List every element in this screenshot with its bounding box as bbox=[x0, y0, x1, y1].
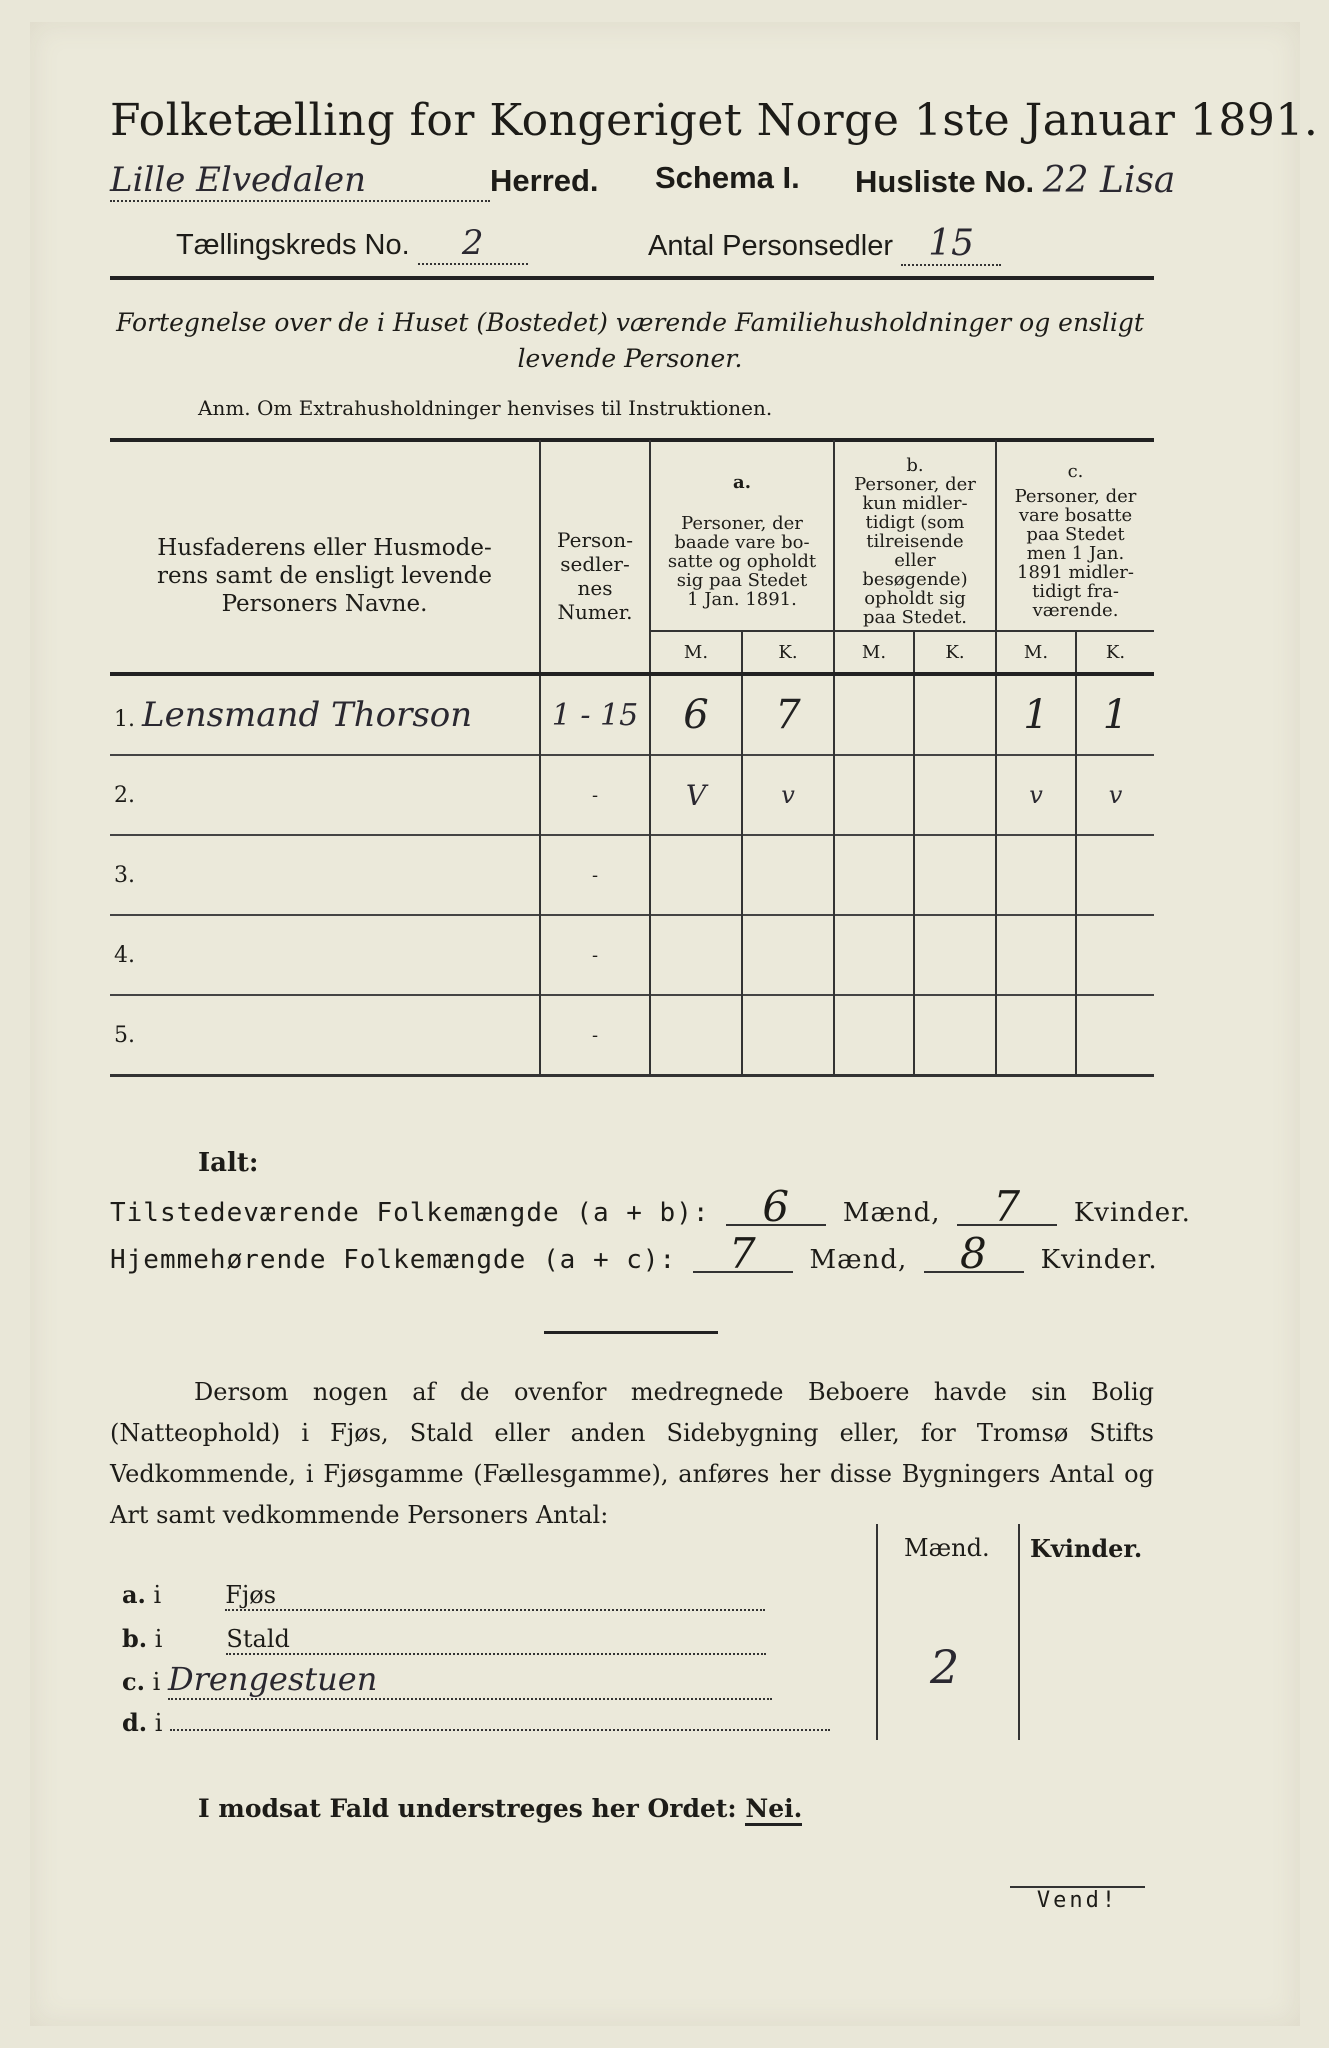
instruction-paragraph bbox=[110, 1372, 1154, 1536]
vend-note: Vend! bbox=[1010, 1886, 1145, 1913]
row-name-cell bbox=[110, 915, 540, 995]
hjemme-label: Hjemmehørende Folkemængde (a + c): bbox=[110, 1245, 677, 1275]
building-prefix: i bbox=[154, 1625, 163, 1653]
kvinder-label: Kvinder. bbox=[1040, 1245, 1158, 1275]
anm-note: Anm. Om Extrahusholdninger henvises til Instruktionen. bbox=[198, 396, 773, 420]
building-prefix: i bbox=[153, 1581, 162, 1609]
row-name-cell bbox=[110, 835, 540, 915]
c-m-header: M. bbox=[996, 631, 1076, 674]
building-letter: b. bbox=[122, 1624, 148, 1653]
row-numer: - bbox=[540, 835, 650, 915]
building-row-c bbox=[122, 1660, 772, 1700]
row-number: 3. bbox=[114, 862, 135, 888]
row-numer: - bbox=[540, 995, 650, 1076]
tilstede-label: Tilstedeværende Folkemængde (a + b): bbox=[110, 1198, 710, 1228]
table-row bbox=[110, 995, 1154, 1076]
tilstede-k-value: 7 bbox=[957, 1190, 1057, 1226]
row-name: Lensmand Thorson bbox=[142, 695, 473, 735]
row-number: 4. bbox=[114, 942, 135, 968]
c-k-header: K. bbox=[1076, 631, 1154, 674]
row-b-m bbox=[834, 755, 914, 835]
table-row bbox=[110, 835, 1154, 915]
kvinder-label: Kvinder. bbox=[1073, 1198, 1191, 1228]
tilstede-m-value: 6 bbox=[726, 1190, 826, 1226]
col-a-letter: a. bbox=[733, 472, 751, 493]
herred-value: Lille Elvedalen bbox=[110, 160, 490, 202]
row-a-k: v bbox=[742, 755, 834, 835]
row-number: 2. bbox=[114, 782, 135, 808]
col-c-header bbox=[996, 440, 1154, 631]
tilstede-line bbox=[110, 1182, 1191, 1231]
row-c-k: v bbox=[1076, 755, 1154, 835]
personsedler-label: Antal Personsedler bbox=[648, 230, 894, 262]
building-letter: d. bbox=[122, 1708, 148, 1737]
a-k-header: K. bbox=[742, 631, 834, 674]
row-a-m: V bbox=[650, 755, 742, 835]
kvinder-col-header: Kvinder. bbox=[1030, 1534, 1143, 1563]
row-c-k: 1 bbox=[1076, 674, 1154, 755]
maend-label: Mænd, bbox=[809, 1245, 908, 1275]
col-numer-header bbox=[540, 440, 650, 674]
herred-line bbox=[110, 160, 599, 202]
hjemme-line bbox=[110, 1229, 1158, 1278]
building-label: Fjøs bbox=[225, 1581, 765, 1611]
row-number: 1. bbox=[114, 707, 135, 732]
instruction-text: Dersom nogen af de ovenfor medregnede Beboere havde sin Bolig (Natteophold) i Fjøs, Stald eller anden Sidebygning eller, for Tromsø Stifts Vedkommende, i Fjøsgamme (Fællesgamme), anføres her disse Bygningers Antal og Art samt vedkommende Personers Antal: bbox=[110, 1378, 1154, 1529]
col-divider bbox=[876, 1524, 878, 1740]
personsedler-value: 15 bbox=[901, 223, 1001, 266]
row-b-k bbox=[914, 755, 996, 835]
kreds-label: Tællingskreds No. bbox=[176, 229, 410, 261]
husliste-value: 22 Lisa bbox=[1042, 160, 1176, 201]
table-row bbox=[110, 755, 1154, 835]
intro-text: Fortegnelse over de i Huset (Bostedet) værende Familiehusholdninger og ensligt levende Personer. bbox=[116, 308, 1144, 373]
row-a-k: 7 bbox=[742, 674, 834, 755]
row-numer: 1 - 15 bbox=[540, 674, 650, 755]
row-b-k bbox=[914, 674, 996, 755]
building-prefix: i bbox=[152, 1668, 161, 1696]
kreds-line bbox=[176, 223, 528, 265]
col-c-letter: c. bbox=[1067, 461, 1084, 482]
ialt-label: Ialt: bbox=[198, 1148, 259, 1178]
building-c-maend-value: 2 bbox=[930, 1640, 960, 1694]
building-row-d bbox=[122, 1708, 830, 1737]
building-letter: a. bbox=[122, 1580, 146, 1609]
building-letter: c. bbox=[122, 1667, 145, 1696]
building-label: Stald bbox=[226, 1625, 766, 1655]
table-row bbox=[110, 915, 1154, 995]
herred-label: Herred. bbox=[490, 163, 599, 198]
maend-label: Mænd, bbox=[842, 1198, 941, 1228]
modsat-text: I modsat Fald understreges her Ordet: bbox=[198, 1794, 737, 1823]
row-a-m: 6 bbox=[650, 674, 742, 755]
nei-word: Nei. bbox=[745, 1794, 802, 1826]
col-name-header bbox=[110, 440, 540, 674]
row-c-m: v bbox=[996, 755, 1076, 835]
col-a-text: Personer, der baade vare bo- satte og opholdt sig paa Stedet 1 Jan. 1891. bbox=[667, 513, 817, 610]
row-name-cell bbox=[110, 674, 540, 755]
row-number: 5. bbox=[114, 1022, 135, 1048]
row-numer: - bbox=[540, 915, 650, 995]
col-name-header-text: Husfaderens eller Husmode- rens samt de ensligt levende Personers Navne. bbox=[157, 535, 492, 617]
schema-label: Schema I. bbox=[655, 160, 800, 195]
col-b-header bbox=[834, 440, 996, 631]
building-label bbox=[170, 1729, 830, 1731]
col-b-text: Personer, der kun midler- tidigt (som tilreisende eller besøgende) opholdt sig paa Stedet. bbox=[854, 473, 976, 628]
hjemme-m-value: 7 bbox=[693, 1237, 793, 1273]
hjemme-k-value: 8 bbox=[924, 1237, 1024, 1273]
husliste-label: Husliste No. bbox=[855, 164, 1035, 199]
col-numer-header-text: Person- sedler- nes Numer. bbox=[557, 528, 633, 624]
household-table bbox=[110, 440, 1154, 1077]
building-label: Drengestuen bbox=[168, 1660, 772, 1700]
table-row bbox=[110, 674, 1154, 755]
header-rule bbox=[110, 276, 1154, 280]
row-c-m: 1 bbox=[996, 674, 1076, 755]
row-name-cell bbox=[110, 995, 540, 1076]
b-k-header: K. bbox=[914, 631, 996, 674]
divider bbox=[544, 1331, 718, 1334]
b-m-header: M. bbox=[834, 631, 914, 674]
building-row-b bbox=[122, 1624, 766, 1655]
maend-col-header: Mænd. bbox=[904, 1534, 990, 1562]
col-a-header bbox=[650, 440, 834, 631]
personsedler-line bbox=[648, 223, 1001, 266]
row-name-cell bbox=[110, 755, 540, 835]
form-title: Folketælling for Kongeriget Norge 1ste Januar 1891. bbox=[110, 95, 1319, 146]
col-divider bbox=[1018, 1524, 1020, 1740]
col-c-text: Personer, der vare bosatte paa Stedet men 1 Jan. 1891 midler- tidigt fra- værende. bbox=[1014, 486, 1137, 621]
col-b-letter: b. bbox=[906, 454, 924, 476]
building-row-a bbox=[122, 1580, 765, 1611]
row-b-m bbox=[834, 674, 914, 755]
building-prefix: i bbox=[154, 1709, 163, 1737]
kreds-value: 2 bbox=[418, 223, 528, 265]
row-numer: - bbox=[540, 755, 650, 835]
husliste-line bbox=[855, 160, 1175, 201]
a-m-header: M. bbox=[650, 631, 742, 674]
modsat-line bbox=[198, 1794, 802, 1823]
